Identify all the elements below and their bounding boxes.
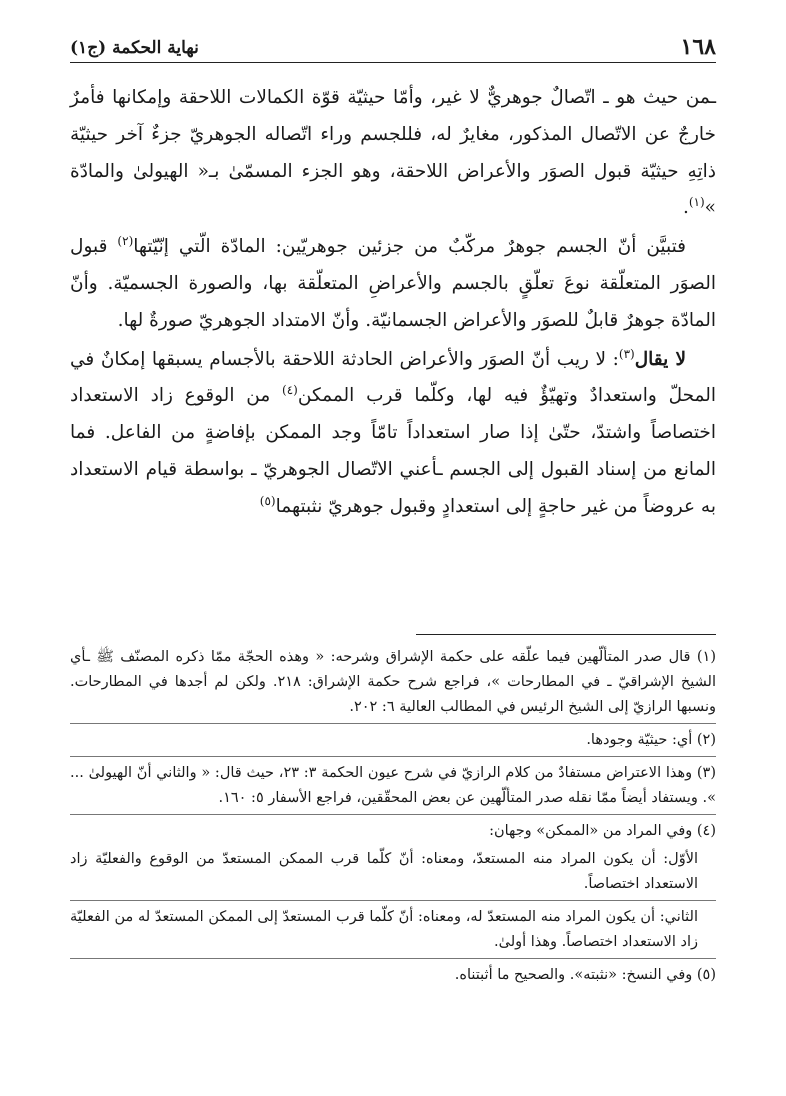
footnote-4-first: الأوّل: أن يكون المراد منه المستعدّ، ومعناه: أنّ كلّما قرب الممكن المستعدّ من الوقوع والفعليّة زاد الاستعداد اختصاصاً. <box>70 851 698 892</box>
footnote-1: (١) قال صدر المتألّهين فيما علّقه على حكمة الإشراق وشرحه: « وهذه الحجّة ممّا ذكره المصنّف ﷺ ـأي الشيخ الإشراقيّ ـ في المطارحات »، فراجع شرح حكمة الإشراق: ٢١٨. ولكن لم أجدها في المطارحات. ونسبها الرازيّ إلى الشيخ الرئيس في المطالب العالية ٦: ٢٠٢. <box>70 649 716 715</box>
footnote-ref-5[interactable]: (٥) <box>259 493 276 508</box>
paragraph-3 <box>70 342 716 526</box>
paragraph-3-lead: لا يقال <box>634 348 686 370</box>
footnote-divider <box>70 756 716 757</box>
footnote-4-second: الثاني: أن يكون المراد منه المستعدّ له، ومعناه: أنّ كلّما قرب المستعدّ إلى الممكن المستعدّ له من الفعليّة زاد الاستعداد اختصاصاً. وهذا أولىٰ. <box>70 909 698 950</box>
footnote-5: (٥) وفي النسخ: «نثبته». والصحيح ما أثبتناه. <box>454 967 716 983</box>
paragraph-2-text-a: فتبيَّن أنّ الجسم جوهرٌ مركّبٌ من جزئين جوهريّين: المادّة الّتي إنّيّتها <box>133 236 686 258</box>
footnote-divider <box>70 900 716 901</box>
footnote-2: (٢) أي: حيثيّة وجودها. <box>586 732 716 748</box>
paragraph-3-text-b: من الوقوع زاد الاستعداد اختصاصاً واشتدّ، حتّىٰ إذا صار استعداداً تامّاً وجد الممكن بإفاضةٍ من الفاعل. فما المانع من إسناد القبول إلى الجسم ـأعني الاتّصال الجوهريّ ـ بواسطة قيام الاستعداد به عروضاً من غير حاجةٍ إلى استعدادٍ وقبول جوهريّ نثبتهما <box>70 385 716 517</box>
paragraph-1-text: ـمن حيث هو ـ اتّصالٌ جوهريٌّ لا غير، وأمّا حيثيّة قوّة الكمالات اللاحقة وإمكانها فأمرٌ خارجٌ عن الاتّصال المذكور، مغايرٌ له، فللجسم وراء اتّصاله الجوهريّ جزءٌ آخر حيثيّة ذاتِهِ حيثيّة قبول الصوَر والأعراض اللاحقة، وهو الجزء المسمّىٰ بـ« الهيولىٰ والمادّة » <box>70 87 716 219</box>
paragraph-2 <box>70 229 716 339</box>
paragraph-2-text-b: قبول الصوَر المتعلّقة نوعَ تعلّقٍ بالجسم والأعراضِ المتعلّقة بها، والصورة الجسميّة. وأنّ المادّة جوهرٌ قابلٌ للصوَر والأعراض الجسمانيّة. وأنّ الامتداد الجوهريّ صورةٌ لها. <box>70 236 716 331</box>
footnote-ref-4[interactable]: (٤) <box>282 383 298 398</box>
footnotes <box>70 645 716 991</box>
paragraph-1-end: . <box>682 197 689 219</box>
paragraph-3-text-a: : لا ريب أنّ الصوَر والأعراض الحادثة اللاحقة بالأجسام يسبقها إمكانٌ في المحلّ واستعدادٌ وتهيّؤٌ فيه لها، وكلّما قرب الممكن <box>70 348 716 407</box>
page-header <box>70 30 716 63</box>
footnote-ref-2[interactable]: (٢) <box>117 234 134 249</box>
footnote-4-intro: (٤) وفي المراد من «الممكن» وجهان: <box>489 823 716 839</box>
footnote-divider <box>70 814 716 815</box>
footnote-3: (٣) وهذا الاعتراض مستفادٌ من كلام الرازيّ في شرح عيون الحكمة ٣: ٢٣، حيث قال: « والثاني أنّ الهيولىٰ ... ». ويستفاد أيضاً ممّا نقله صدر المتألّهين عن بعض المحقّقين، فراجع الأسفار ٥: ١٦٠. <box>70 765 716 806</box>
footnote-separator <box>416 634 716 635</box>
footnote-divider <box>70 958 716 959</box>
footnote-ref-3[interactable]: (٣) <box>618 346 635 361</box>
paragraph-1 <box>70 80 716 227</box>
footnote-ref-1[interactable]: (١) <box>688 195 705 210</box>
page-number: ١٦٨ <box>680 34 716 60</box>
running-title: نهاية الحكمة (ج١) <box>70 38 199 58</box>
main-text <box>70 80 716 528</box>
footnote-divider <box>70 723 716 724</box>
